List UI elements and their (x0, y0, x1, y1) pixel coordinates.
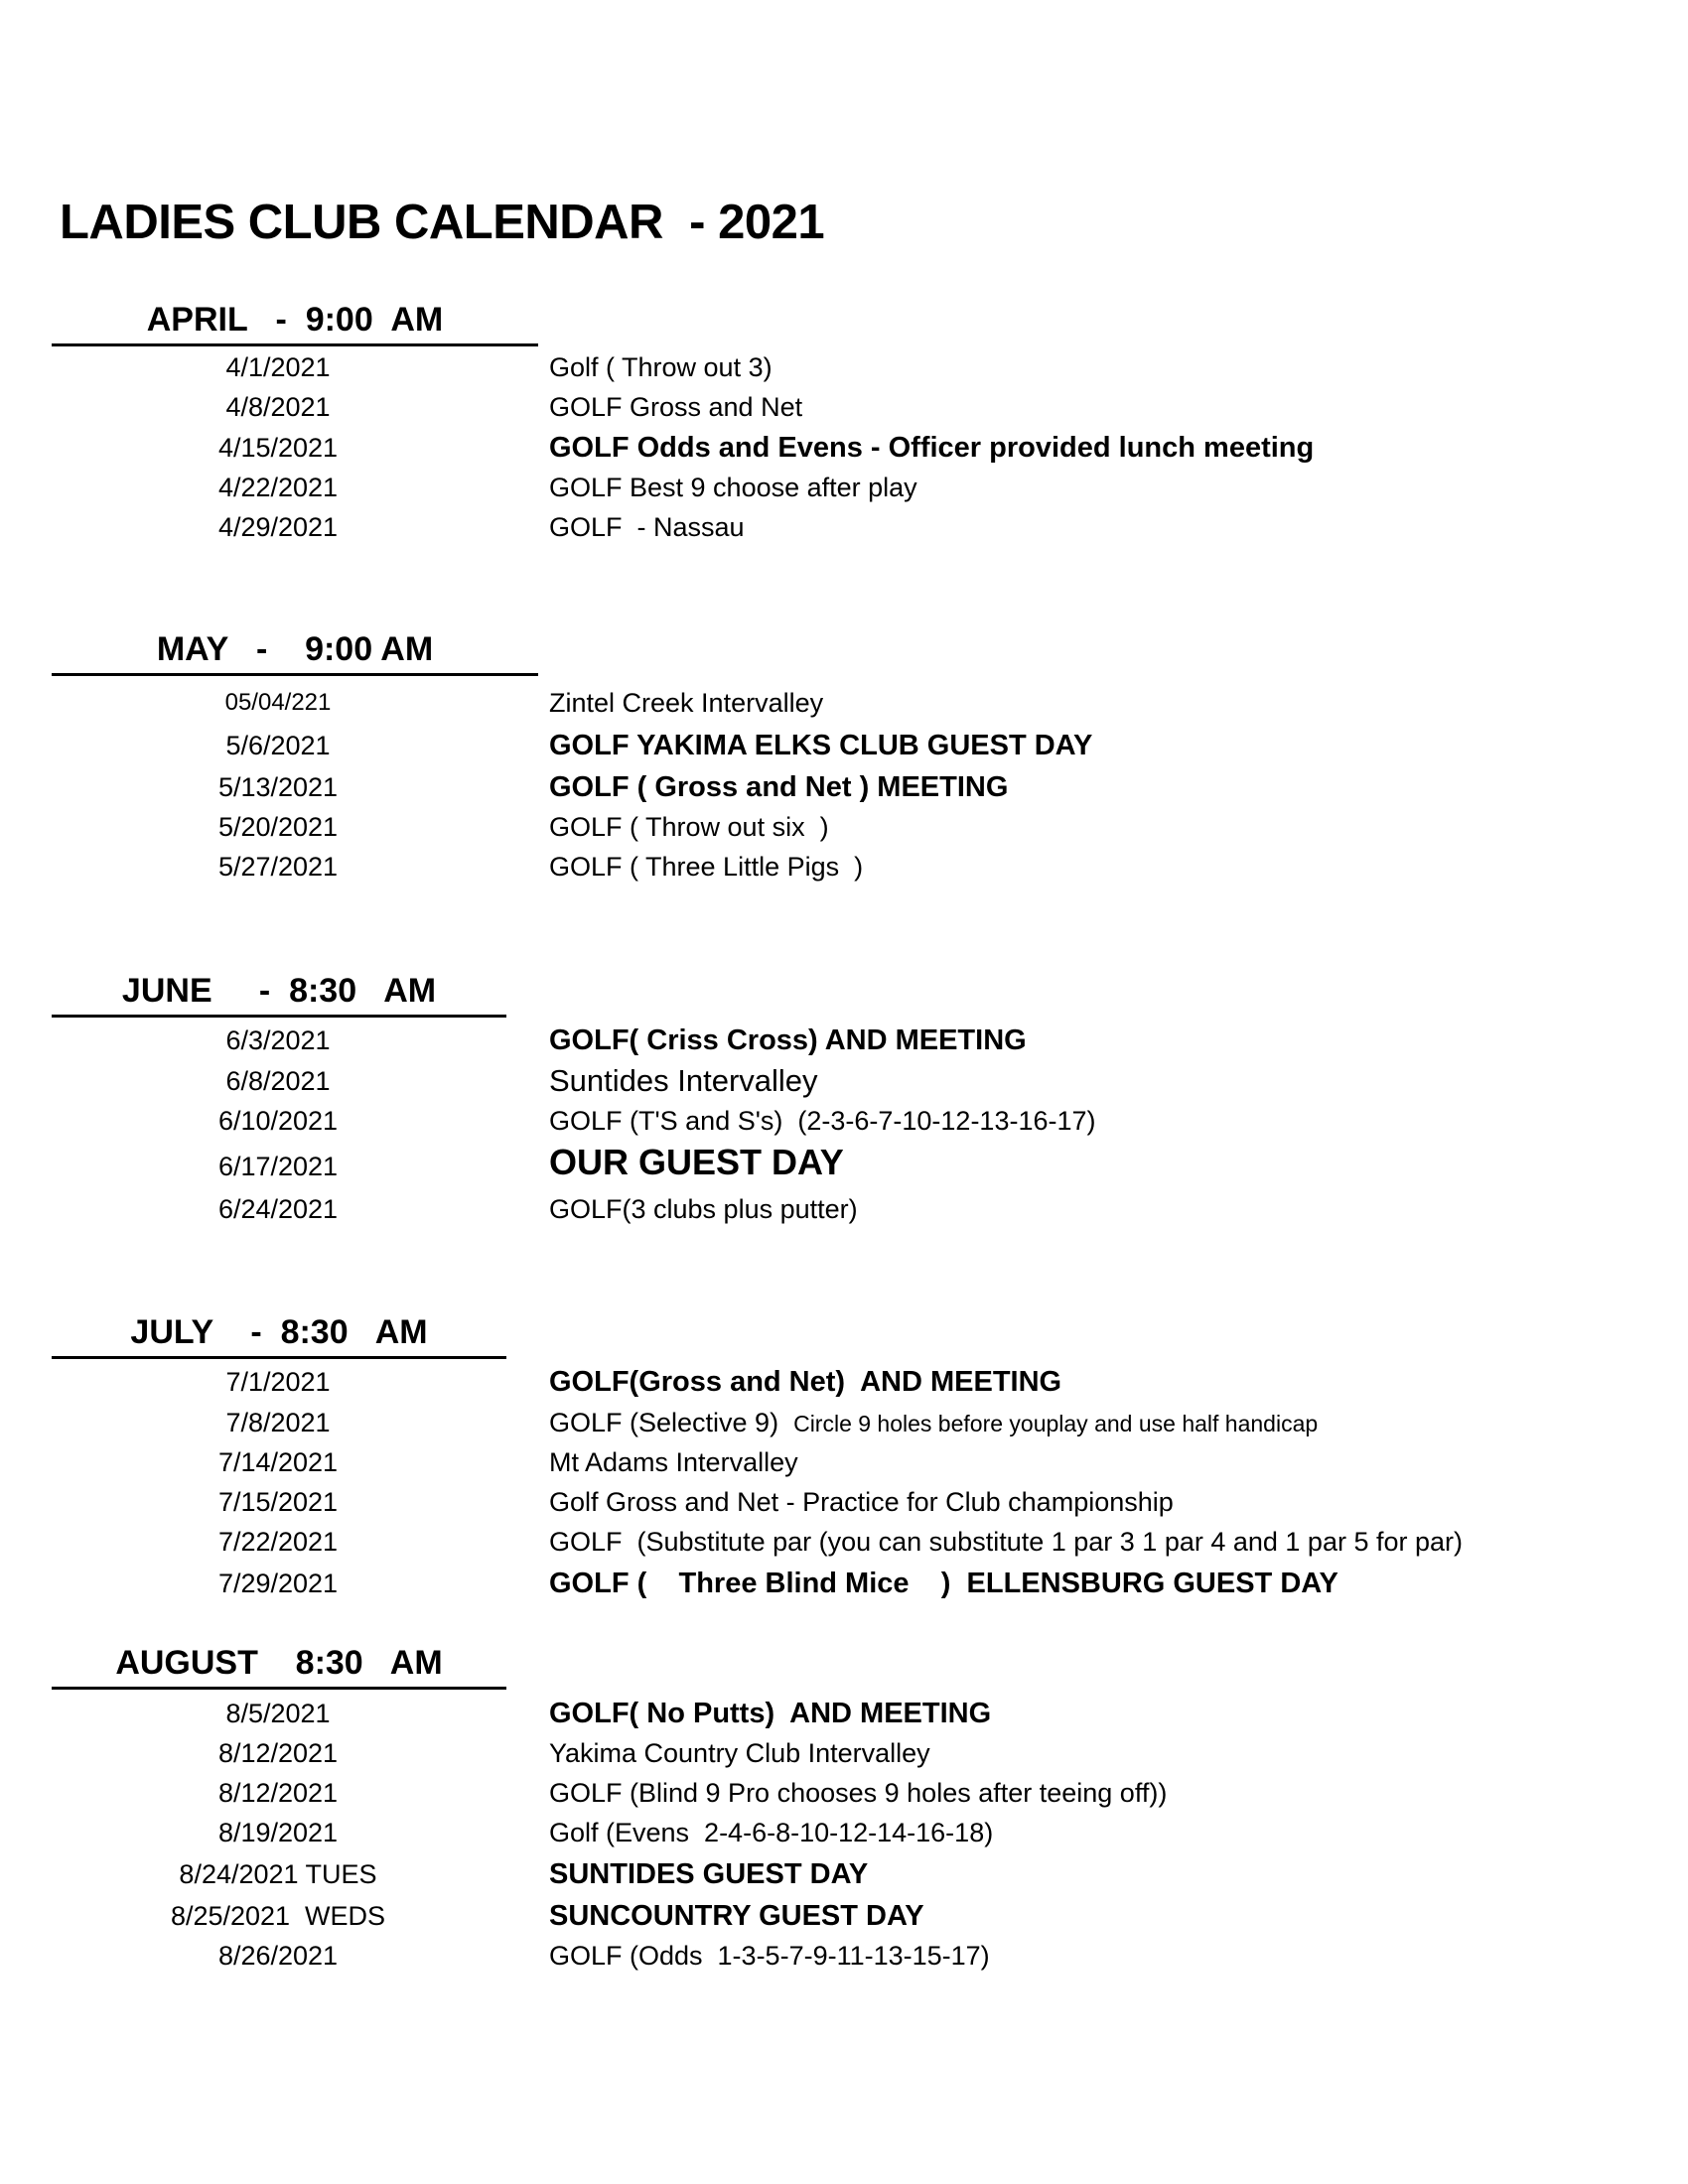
event-date: 8/12/2021 (217, 1738, 339, 1768)
event-date: 7/8/2021 (225, 1408, 331, 1437)
event-date: 4/8/2021 (225, 392, 331, 422)
event-description: SUNTIDES GUEST DAY (549, 1858, 869, 1890)
calendar-row (0, 1189, 1688, 1229)
event-date: 8/5/2021 (225, 1699, 331, 1728)
event-date: 6/24/2021 (217, 1194, 339, 1224)
event-description: SUNCOUNTRY GUEST DAY (549, 1900, 924, 1932)
event-date: 7/1/2021 (225, 1367, 331, 1397)
event-description: GOLF( Criss Cross) AND MEETING (549, 1024, 1027, 1056)
section-header-april: APRIL - 9:00 AM (52, 298, 538, 346)
event-date: 6/17/2021 (217, 1152, 339, 1181)
event-description: Yakima Country Club Intervalley (549, 1738, 930, 1768)
event-date: 05/04/221 (224, 689, 332, 716)
event-description: GOLF(Gross and Net) AND MEETING (549, 1366, 1062, 1398)
calendar-row (0, 1522, 1688, 1562)
event-date: 5/27/2021 (217, 852, 339, 882)
event-description: GOLF (Blind 9 Pro chooses 9 holes after teeing off)) (549, 1778, 1168, 1808)
calendar-row (0, 1021, 1688, 1060)
event-date: 7/22/2021 (217, 1527, 339, 1557)
event-date: 5/6/2021 (225, 731, 331, 760)
event-description (549, 1403, 1318, 1443)
event-description: GOLF ( Three Blind Mice ) ELLENSBURG GUEST DAY (549, 1568, 1338, 1599)
calendar-row (0, 1142, 1688, 1186)
event-date: 4/1/2021 (225, 352, 331, 382)
event-description: GOLF YAKIMA ELKS CLUB GUEST DAY (549, 730, 1093, 761)
calendar-row (0, 1854, 1688, 1894)
event-date: 7/29/2021 (217, 1569, 339, 1598)
event-description: GOLF - Nassau (549, 512, 745, 542)
section-header-june: JUNE - 8:30 AM (52, 969, 506, 1018)
event-description: GOLF Odds and Evens - Officer provided lunch meeting (549, 432, 1315, 464)
event-description: GOLF ( Throw out six ) (549, 812, 829, 842)
event-description: GOLF(3 clubs plus putter) (549, 1194, 858, 1224)
event-description: Mt Adams Intervalley (549, 1447, 798, 1477)
calendar-row (0, 1101, 1688, 1141)
section-header-august: AUGUST 8:30 AM (52, 1641, 506, 1690)
event-description: Golf Gross and Net - Practice for Club championship (549, 1487, 1174, 1517)
calendar-row (0, 1936, 1688, 1976)
event-description: OUR GUEST DAY (549, 1142, 844, 1182)
page-title: LADIES CLUB CALENDAR - 2021 (60, 196, 825, 249)
event-description: Suntides Intervalley (549, 1063, 818, 1098)
event-date: 7/15/2021 (217, 1487, 339, 1517)
calendar-row (0, 428, 1688, 468)
event-title: GOLF (Selective 9) (549, 1408, 794, 1437)
calendar-row (0, 1362, 1688, 1402)
section-header-may: MAY - 9:00 AM (52, 627, 538, 676)
calendar-row (0, 847, 1688, 887)
event-description: Zintel Creek Intervalley (549, 688, 824, 718)
event-date: 8/25/2021 WEDS (170, 1901, 386, 1931)
event-date: 5/13/2021 (217, 772, 339, 802)
calendar-row (0, 387, 1688, 427)
event-date: 8/12/2021 (217, 1778, 339, 1808)
event-date: 6/10/2021 (217, 1106, 339, 1136)
calendar-row (0, 347, 1688, 387)
calendar-row (0, 1813, 1688, 1852)
calendar-row (0, 1482, 1688, 1522)
calendar-row (0, 1694, 1688, 1733)
calendar-row (0, 507, 1688, 547)
calendar-row (0, 1896, 1688, 1936)
event-note: Circle 9 holes before youplay and use half handicap (793, 1411, 1319, 1436)
calendar-row (0, 767, 1688, 807)
event-description: GOLF( No Putts) AND MEETING (549, 1698, 992, 1729)
calendar-row (0, 1442, 1688, 1482)
event-description: GOLF (Odds 1-3-5-7-9-11-13-15-17) (549, 1941, 990, 1971)
calendar-row (0, 726, 1688, 765)
calendar-row (0, 807, 1688, 847)
event-date: 7/14/2021 (217, 1447, 339, 1477)
event-description: GOLF (T'S and S's) (2-3-6-7-10-12-13-16-17) (549, 1106, 1096, 1136)
calendar-row (0, 468, 1688, 507)
event-description: GOLF Best 9 choose after play (549, 473, 917, 502)
event-description: GOLF (Substitute par (you can substitute 1 par 3 1 par 4 and 1 par 5 for par) (549, 1527, 1463, 1557)
event-date: 5/20/2021 (217, 812, 339, 842)
event-date: 4/29/2021 (217, 512, 339, 542)
event-date: 6/3/2021 (225, 1025, 331, 1055)
event-description: GOLF Gross and Net (549, 392, 803, 422)
event-description: GOLF ( Three Little Pigs ) (549, 852, 864, 882)
event-date: 8/24/2021 TUES (179, 1859, 377, 1889)
calendar-row (0, 1403, 1688, 1442)
calendar-row (0, 683, 1688, 723)
calendar-row (0, 1061, 1688, 1101)
event-description: Golf ( Throw out 3) (549, 352, 773, 382)
event-date: 8/19/2021 (217, 1818, 339, 1847)
event-date: 4/22/2021 (217, 473, 339, 502)
event-date: 8/26/2021 (217, 1941, 339, 1971)
event-description: GOLF ( Gross and Net ) MEETING (549, 771, 1009, 803)
calendar-row (0, 1733, 1688, 1773)
event-date: 4/15/2021 (217, 433, 339, 463)
calendar-row (0, 1564, 1688, 1603)
section-header-july: JULY - 8:30 AM (52, 1310, 506, 1359)
calendar-row (0, 1773, 1688, 1813)
event-date: 6/8/2021 (225, 1066, 331, 1096)
event-description: Golf (Evens 2-4-6-8-10-12-14-16-18) (549, 1818, 994, 1847)
